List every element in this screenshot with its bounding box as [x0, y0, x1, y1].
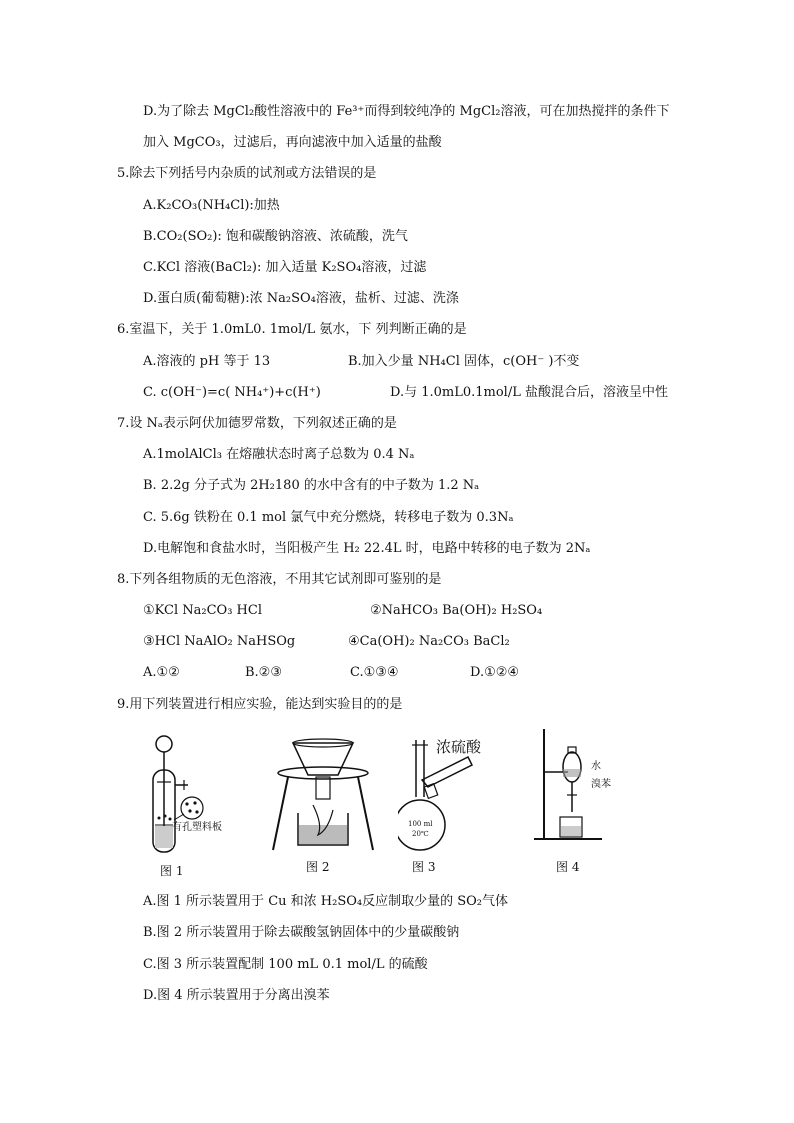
figure-2-apparatus [268, 735, 378, 855]
q5-option-c: C.KCl 溶液(BaCl₂): 加入适量 K₂SO₄溶液，过滤 [143, 260, 427, 275]
q6-option-c: C. c(OH⁻)=c( NH₄⁺)+c(H⁺) [143, 385, 321, 400]
q7-option-d: D.电解饱和食盐水时，当阳极产生 H₂ 22.4L 时，电路中转移的电子数为 2Nₐ [143, 541, 591, 556]
q5-option-b: B.CO₂(SO₂): 饱和碳酸钠溶液、浓硫酸，洗气 [143, 229, 408, 244]
q7-stem: 7.设 Nₐ表示阿伏加德罗常数，下列叙述正确的是 [117, 416, 397, 431]
q9-option-d: D.图 4 所示装置用于分离出溴苯 [143, 988, 330, 1003]
figure-4-water-label: 水 [591, 761, 601, 772]
q4-option-d-line2: 加入 MgCO₃，过滤后，再向滤液中加入适量的盐酸 [143, 135, 442, 150]
q9-option-a: A.图 1 所示装置用于 Cu 和浓 H₂SO₄反应制取少量的 SO₂气体 [143, 894, 509, 909]
q8-group-2: ②NaHCO₃ Ba(OH)₂ H₂SO₄ [370, 603, 543, 618]
q8-option-d: D.①②④ [470, 665, 520, 680]
q8-group-3: ③HCl NaAlO₂ NaHSOg [143, 634, 296, 649]
q6-option-a: A.溶液的 pH 等于 13 [143, 354, 271, 369]
figure-3-text: 浓硫酸 [436, 738, 482, 756]
figure-4-label: 图 4 [556, 860, 580, 874]
figure-3-flask-volume: 100 ml [408, 820, 433, 828]
q8-option-b: B.②③ [245, 665, 282, 680]
q8-group-1: ①KCl Na₂CO₃ HCl [143, 603, 262, 618]
q8-group-4: ④Ca(OH)₂ Na₂CO₃ BaCl₂ [348, 634, 510, 649]
q8-option-a: A.①② [143, 665, 180, 680]
q9-option-b: B.图 2 所示装置用于除去碳酸氢钠固体中的少量碳酸钠 [143, 925, 460, 940]
q7-option-b: B. 2.2g 分子式为 2H₂180 的水中含有的中子数为 1.2 Nₐ [143, 478, 480, 493]
figure-4-bromobenzene-label: 溴苯 [591, 779, 611, 790]
q9-stem: 9.用下列装置进行相应实验，能达到实验目的的是 [117, 697, 403, 712]
q5-option-a: A.K₂CO₃(NH₄Cl):加热 [143, 198, 280, 213]
figure-1-apparatus [140, 730, 260, 860]
q8-stem: 8.下列各组物质的无色溶液，不用其它试剂即可鉴别的是 [117, 572, 442, 587]
q7-option-a: A.1molAlCl₃ 在熔融状态时离子总数为 0.4 Nₐ [143, 447, 415, 462]
q6-option-b: B.加入少量 NH₄Cl 固体，c(OH⁻ )不变 [348, 354, 580, 369]
q5-option-d: D.蛋白质(葡萄糖):浓 Na₂SO₄溶液，盐析、过滤、洗涤 [143, 291, 459, 306]
q6-option-d: D.与 1.0mL0.1mol/L 盐酸混合后，溶液呈中性 [390, 385, 668, 400]
figure-3-flask-temp: 20℃ [412, 830, 429, 838]
figure-3-label: 图 3 [412, 860, 436, 874]
q6-stem: 6.室温下，关于 1.0mL0. 1mol/L 氨水，下 列判断正确的是 [117, 322, 467, 337]
figure-2-label: 图 2 [306, 860, 330, 874]
q4-option-d-line1: D.为了除去 MgCl₂酸性溶液中的 Fe³⁺而得到较纯净的 MgCl₂溶液，可在加热搅拌的条件下 [143, 104, 670, 119]
figure-1-label: 图 1 [160, 864, 184, 878]
q5-stem: 5.除去下列括号内杂质的试剂或方法错误的是 [117, 166, 377, 181]
q9-option-c: C.图 3 所示装置配制 100 mL 0.1 mol/L 的硫酸 [143, 957, 428, 972]
q7-option-c: C. 5.6g 铁粉在 0.1 mol 氯气中充分燃烧，转移电子数为 0.3Nₐ [143, 510, 514, 525]
q8-option-c: C.①③④ [350, 665, 399, 680]
figure-1-note: 有孔塑料板 [172, 822, 222, 833]
